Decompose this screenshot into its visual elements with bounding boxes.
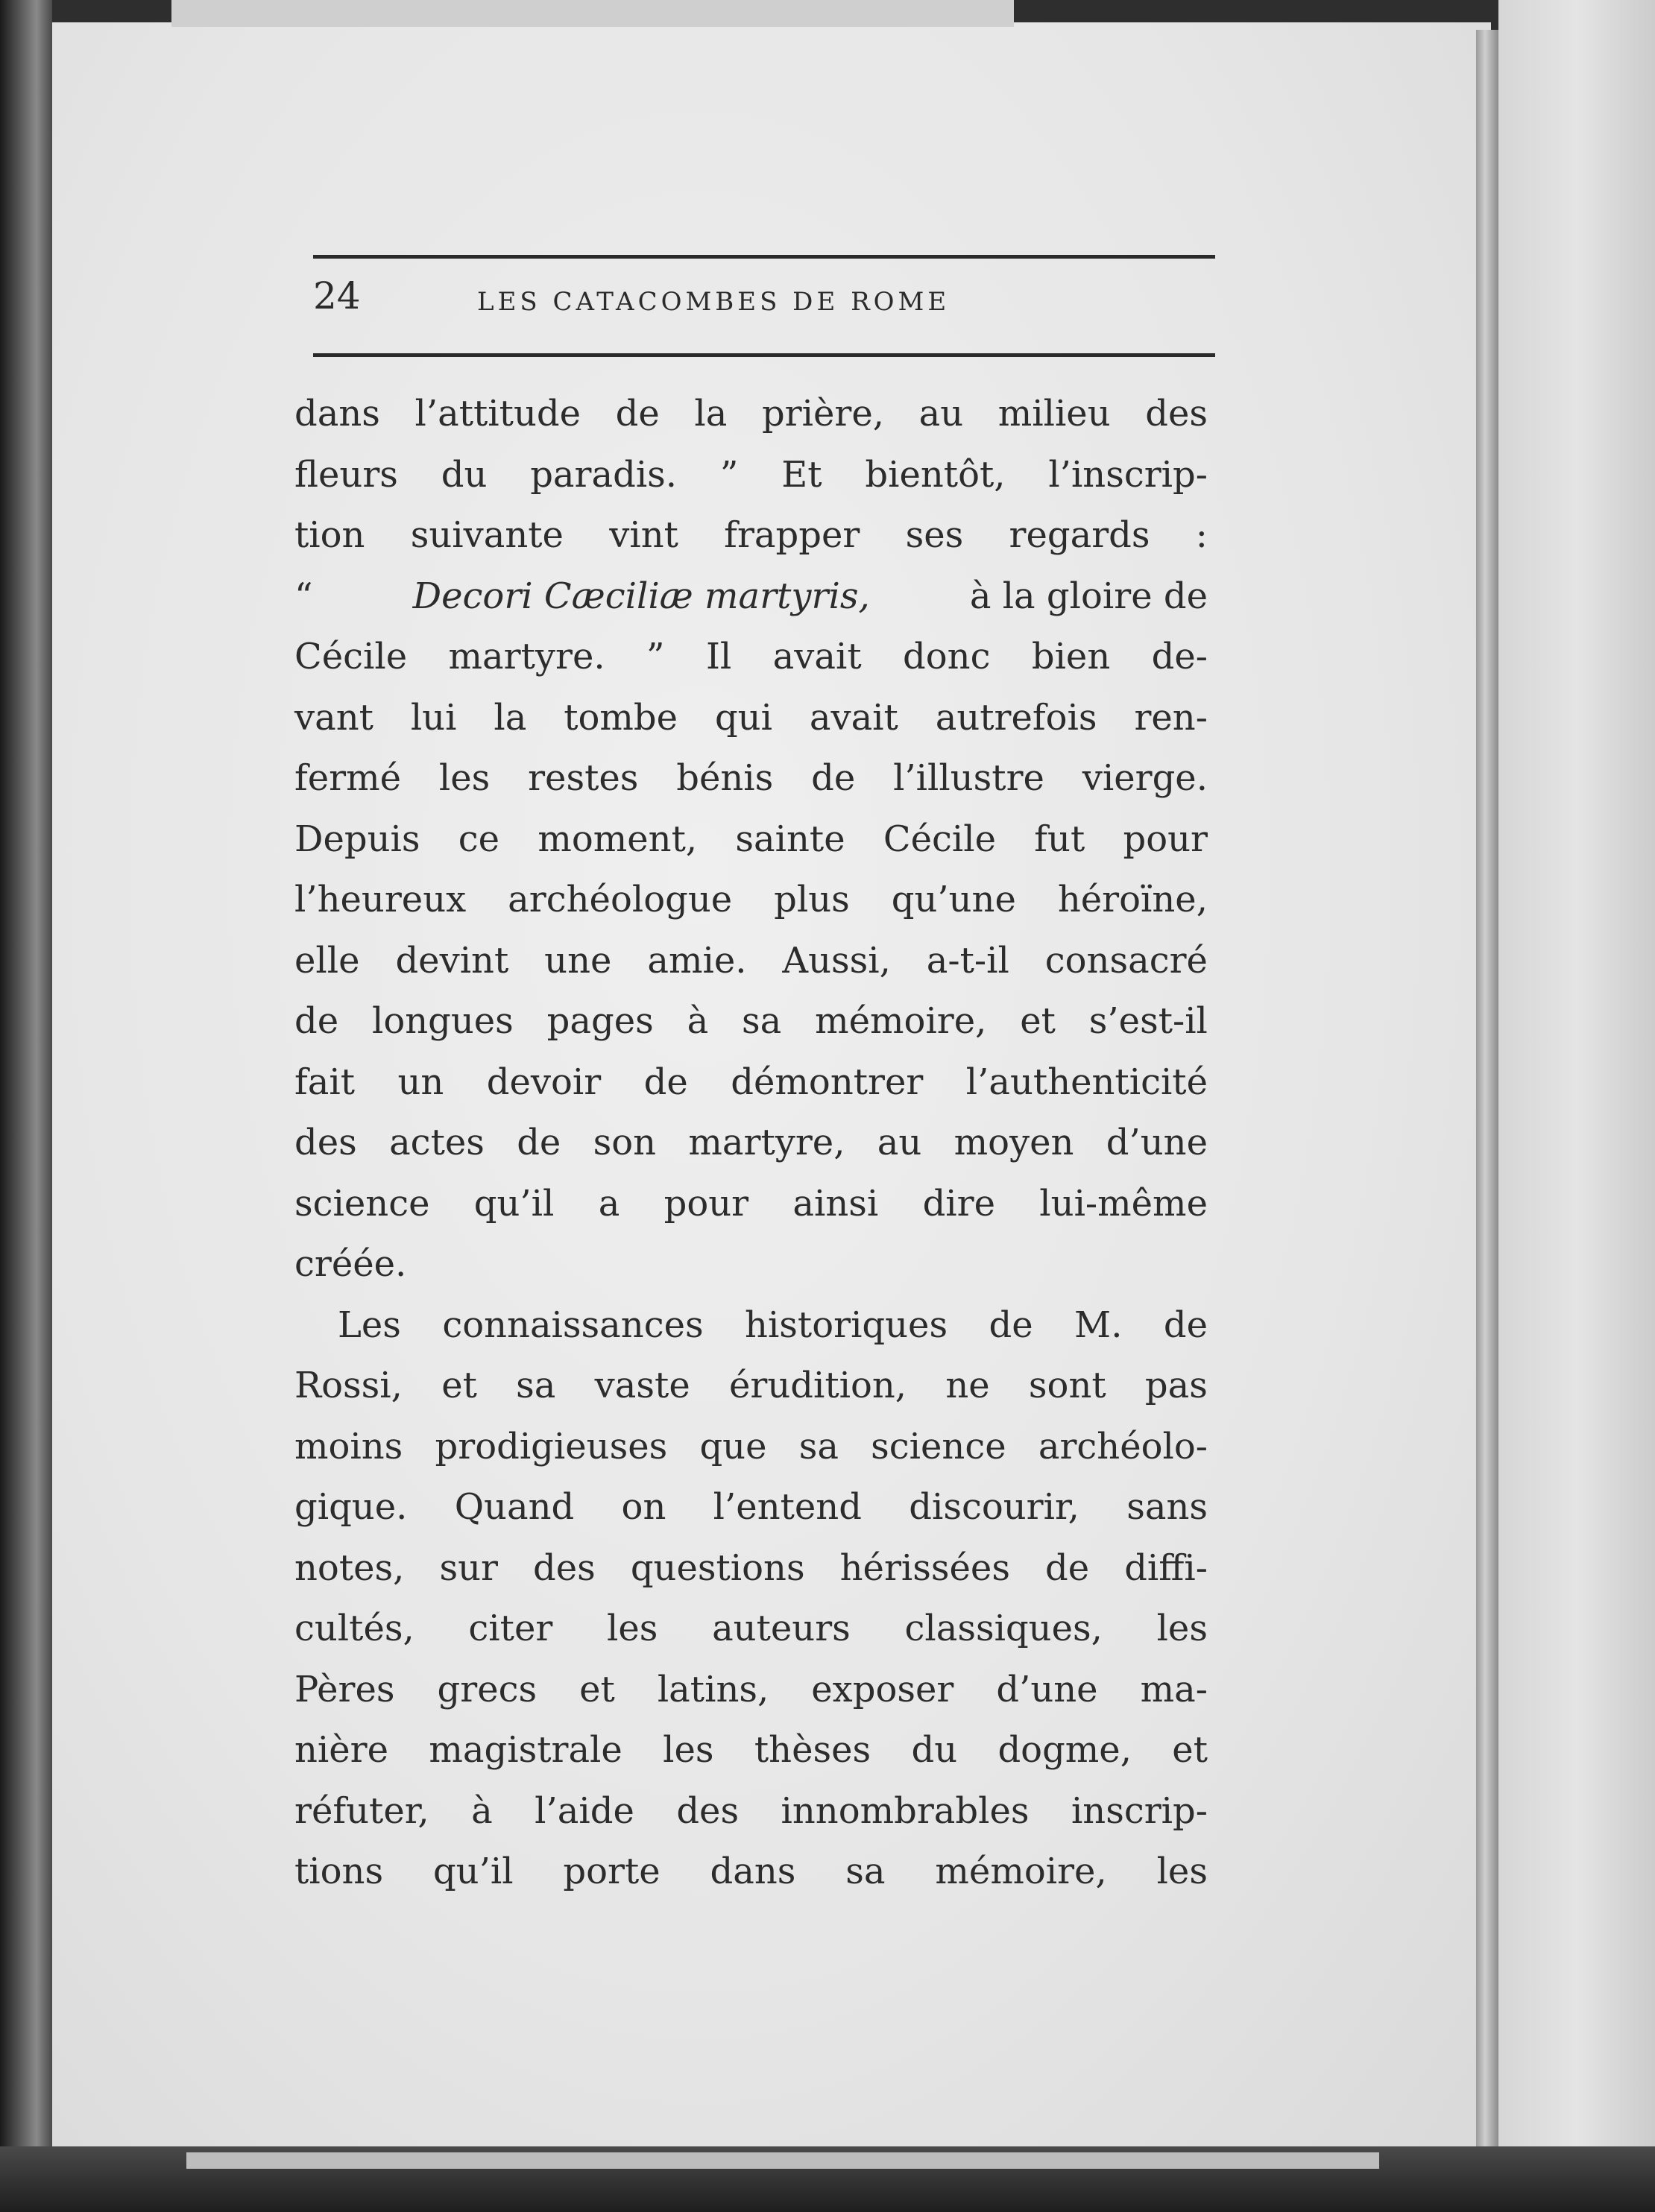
text-line: cultés, citer les auteurs classiques, les — [294, 1608, 1208, 1649]
text-line: tions qu’il porte dans sa mémoire, les — [294, 1851, 1208, 1892]
text-line: créée. — [294, 1243, 407, 1285]
paragraph-start: Les connaissances historiques de M. de — [338, 1304, 1208, 1346]
body-text — [294, 384, 1208, 1903]
text-line: fermé les restes bénis de l’illustre vierge. — [294, 757, 1208, 799]
text-line: des actes de son martyre, au moyen d’une — [294, 1122, 1208, 1163]
text-line: l’heureux archéologue plus qu’une héroïne, — [294, 879, 1208, 920]
text-line: de longues pages à sa mémoire, et s’est-il — [294, 1000, 1208, 1042]
header-rule-top — [313, 255, 1215, 259]
text-line: Cécile martyre. ” Il avait donc bien de- — [294, 636, 1208, 677]
text-line: Pères grecs et latins, exposer d’une ma- — [294, 1668, 1208, 1710]
text-line: nière magistrale les thèses du dogme, et — [294, 1729, 1208, 1771]
page-number: 24 — [313, 274, 361, 317]
text-line: fait un devoir de démontrer l’authenticité — [294, 1061, 1208, 1103]
book-gutter — [1476, 30, 1498, 2154]
text-line: gique. Quand on l’entend discourir, sans — [294, 1486, 1208, 1528]
text-line: fleurs du paradis. ” Et bientôt, l’inscrip- — [294, 453, 1208, 496]
open-quote: “ — [294, 575, 313, 617]
text-line: science qu’il a pour ainsi dire lui-même — [294, 1182, 1208, 1224]
inscription-translation: à la gloire de — [969, 575, 1208, 617]
header-rule-bottom — [313, 353, 1215, 357]
text-line: dans l’attitude de la prière, au milieu des — [294, 393, 1208, 434]
scan-bottom-strip — [186, 2152, 1379, 2169]
text-line: réfuter, à l’aide des innombrables inscrip- — [294, 1789, 1208, 1832]
latin-inscription: Decori Cæciliæ martyris, — [412, 575, 870, 617]
text-line: notes, sur des questions hérissées de diffi- — [294, 1546, 1208, 1589]
book-left-edge — [0, 0, 52, 2212]
text-line: elle devint une amie. Aussi, a-t-il consacré — [294, 939, 1208, 982]
text-line: tion suivante vint frapper ses regards : — [294, 514, 1208, 556]
text-line: Depuis ce moment, sainte Cécile fut pour — [294, 818, 1208, 860]
scan-top-band — [171, 0, 1014, 27]
text-line: Rossi, et sa vaste érudition, ne sont pas — [294, 1365, 1208, 1406]
text-line: moins prodigieuses que sa science archéolo- — [294, 1425, 1208, 1467]
running-title: LES CATACOMBES DE ROME — [477, 287, 951, 317]
facing-page-edge — [1498, 0, 1655, 2212]
text-line-italic-quote — [294, 566, 1208, 628]
text-line: vant lui la tombe qui avait autrefois ren- — [294, 696, 1208, 739]
